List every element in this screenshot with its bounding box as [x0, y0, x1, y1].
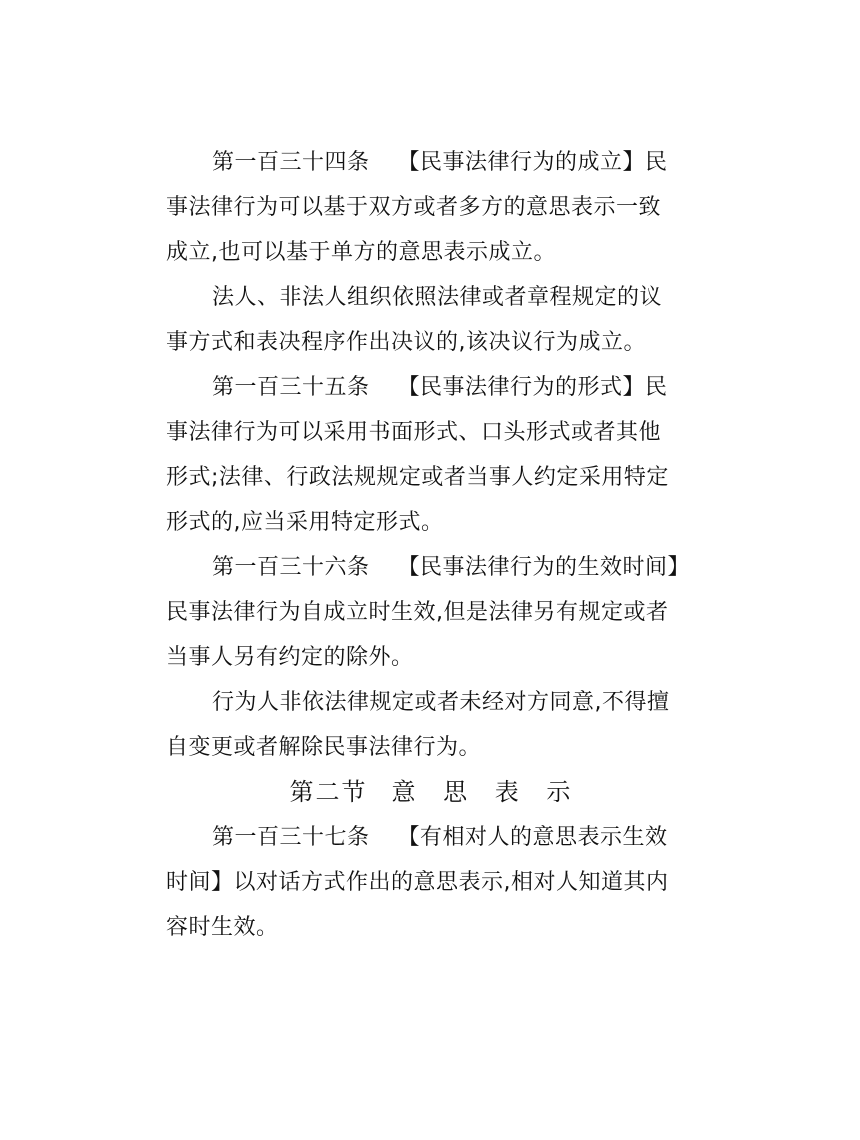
article-137-number: 第一百三十七条	[212, 825, 370, 850]
article-137-line-1	[166, 815, 696, 860]
article-134-heading: 【民事法律行为的成立】	[397, 150, 646, 175]
article-135-heading: 【民事法律行为的形式】	[397, 375, 646, 400]
article-135-line-4: 形式的,应当采用特定形式。	[166, 510, 444, 535]
document-page	[166, 140, 696, 950]
article-134-line-1	[166, 140, 696, 185]
article-137-line-2	[166, 860, 696, 905]
article-135-line-3: 形式;法律、行政法规规定或者当事人约定采用特定	[166, 465, 669, 490]
section-heading	[166, 770, 696, 815]
article-135-line-1	[166, 365, 696, 410]
article-136-line-3: 当事人另有约定的除外。	[166, 645, 414, 670]
section-title: 意 思 表 示	[391, 778, 581, 806]
article-135-text-start: 民	[645, 375, 668, 400]
article-134-para-2-line-2: 事方式和表决程序作出决议的,该决议行为成立。	[166, 330, 646, 355]
article-136-line-1	[166, 545, 696, 590]
article-136-para-2-line-1: 行为人非依法律规定或者未经对方同意,不得擅	[212, 690, 670, 715]
article-136-heading: 【民事法律行为的生效时间】	[397, 555, 691, 580]
article-136-para-2-line-2: 自变更或者解除民事法律行为。	[166, 735, 482, 760]
article-137-heading-part-2: 时间】	[166, 870, 234, 895]
article-134-number: 第一百三十四条	[212, 150, 370, 175]
article-136-number: 第一百三十六条	[212, 555, 370, 580]
article-134-text-start: 民	[645, 150, 668, 175]
article-137-text-start: 以对话方式作出的意思表示,相对人知道其内	[233, 870, 669, 895]
article-134-para-2-line-1: 法人、非法人组织依照法律或者章程规定的议	[212, 285, 663, 310]
article-135-number: 第一百三十五条	[212, 375, 370, 400]
section-label: 第二节	[289, 778, 368, 806]
article-135-line-2: 事法律行为可以采用书面形式、口头形式或者其他	[166, 420, 662, 445]
article-134-line-2: 事法律行为可以基于双方或者多方的意思表示一致	[166, 195, 662, 220]
article-137-line-3: 容时生效。	[166, 915, 279, 940]
article-137-heading-part-1: 【有相对人的意思表示生效	[397, 825, 668, 850]
article-134-line-3: 成立,也可以基于单方的意思表示成立。	[166, 240, 556, 265]
article-136-line-2: 民事法律行为自成立时生效,但是法律另有规定或者	[166, 600, 669, 625]
